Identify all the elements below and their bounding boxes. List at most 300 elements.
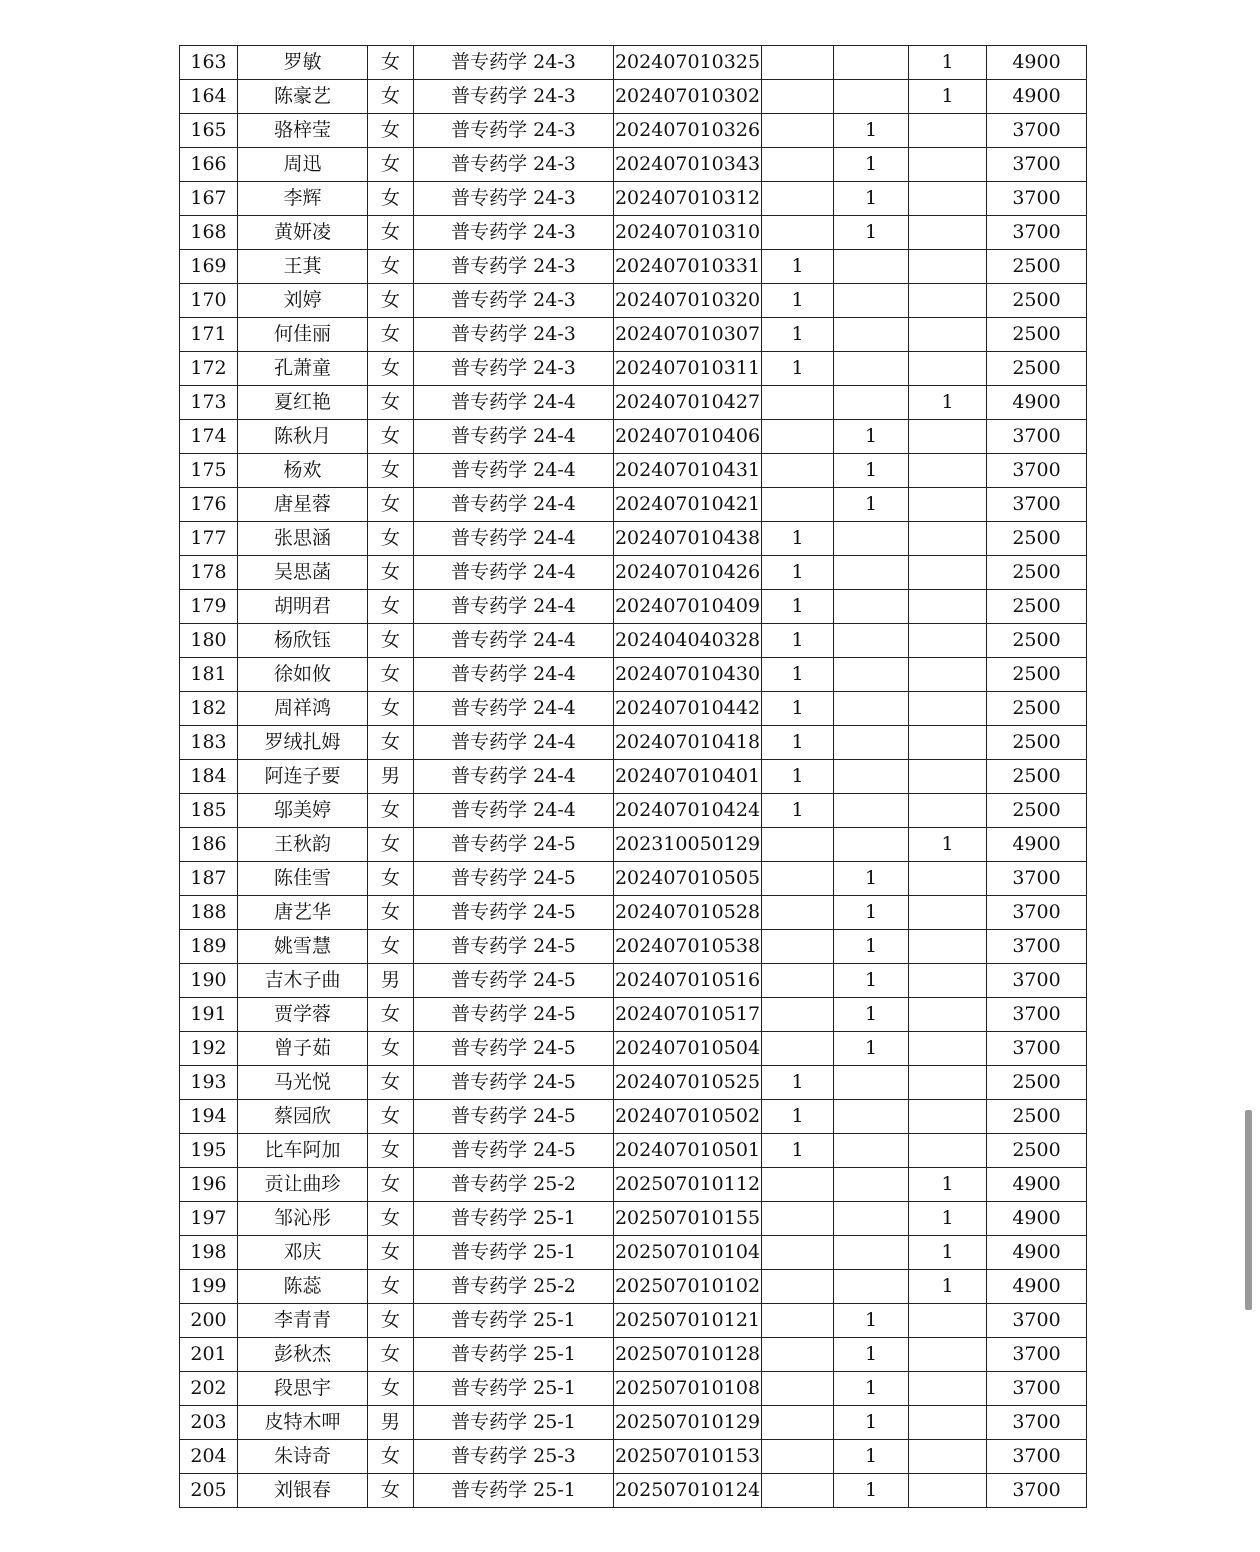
cell-number: 192 bbox=[180, 1032, 238, 1066]
cell-name: 马光悦 bbox=[238, 1066, 368, 1100]
cell-class: 普专药学 24-4 bbox=[414, 488, 614, 522]
cell-number: 171 bbox=[180, 318, 238, 352]
cell-class: 普专药学 24-4 bbox=[414, 794, 614, 828]
scrollbar[interactable] bbox=[1245, 1110, 1252, 1310]
table-row bbox=[180, 454, 1087, 488]
table-row bbox=[180, 1474, 1087, 1508]
cell-class: 普专药学 24-4 bbox=[414, 590, 614, 624]
cell-student-id: 202407010504 bbox=[614, 1032, 762, 1066]
cell-level-2: 1 bbox=[834, 896, 909, 930]
cell-gender: 女 bbox=[368, 386, 414, 420]
cell-name: 黄妍凌 bbox=[238, 216, 368, 250]
table-row bbox=[180, 148, 1087, 182]
cell-level-3 bbox=[909, 420, 987, 454]
table-row bbox=[180, 114, 1087, 148]
cell-level-3 bbox=[909, 1440, 987, 1474]
cell-student-id: 202407010310 bbox=[614, 216, 762, 250]
student-table bbox=[179, 45, 1087, 1508]
cell-class: 普专药学 25-1 bbox=[414, 1372, 614, 1406]
cell-name: 段思宇 bbox=[238, 1372, 368, 1406]
cell-student-id: 202407010516 bbox=[614, 964, 762, 998]
cell-level-3 bbox=[909, 760, 987, 794]
cell-name: 刘婷 bbox=[238, 284, 368, 318]
cell-student-id: 202407010427 bbox=[614, 386, 762, 420]
table-row bbox=[180, 1338, 1087, 1372]
cell-number: 165 bbox=[180, 114, 238, 148]
table-row bbox=[180, 896, 1087, 930]
cell-name: 皮特木呷 bbox=[238, 1406, 368, 1440]
cell-number: 205 bbox=[180, 1474, 238, 1508]
cell-amount: 3700 bbox=[987, 1474, 1087, 1508]
cell-name: 邬美婷 bbox=[238, 794, 368, 828]
cell-class: 普专药学 24-3 bbox=[414, 182, 614, 216]
cell-gender: 女 bbox=[368, 284, 414, 318]
cell-name: 罗绒扎姆 bbox=[238, 726, 368, 760]
cell-class: 普专药学 24-3 bbox=[414, 216, 614, 250]
cell-number: 200 bbox=[180, 1304, 238, 1338]
cell-class: 普专药学 25-1 bbox=[414, 1474, 614, 1508]
cell-amount: 3700 bbox=[987, 998, 1087, 1032]
table-row bbox=[180, 284, 1087, 318]
cell-number: 168 bbox=[180, 216, 238, 250]
cell-level-1 bbox=[762, 1474, 834, 1508]
table-row bbox=[180, 658, 1087, 692]
cell-level-1: 1 bbox=[762, 556, 834, 590]
cell-amount: 3700 bbox=[987, 964, 1087, 998]
cell-name: 蔡园欣 bbox=[238, 1100, 368, 1134]
cell-number: 175 bbox=[180, 454, 238, 488]
cell-student-id: 202507010124 bbox=[614, 1474, 762, 1508]
cell-name: 陈佳雪 bbox=[238, 862, 368, 896]
cell-name: 王秋韵 bbox=[238, 828, 368, 862]
cell-number: 191 bbox=[180, 998, 238, 1032]
cell-class: 普专药学 24-4 bbox=[414, 692, 614, 726]
cell-amount: 3700 bbox=[987, 488, 1087, 522]
cell-level-2 bbox=[834, 828, 909, 862]
cell-level-2 bbox=[834, 692, 909, 726]
cell-level-3 bbox=[909, 1134, 987, 1168]
cell-level-2: 1 bbox=[834, 454, 909, 488]
cell-student-id: 202507010102 bbox=[614, 1270, 762, 1304]
cell-level-3: 1 bbox=[909, 1270, 987, 1304]
table-row bbox=[180, 250, 1087, 284]
cell-level-3: 1 bbox=[909, 46, 987, 80]
cell-number: 201 bbox=[180, 1338, 238, 1372]
cell-student-id: 202407010442 bbox=[614, 692, 762, 726]
cell-level-2 bbox=[834, 1134, 909, 1168]
cell-class: 普专药学 25-3 bbox=[414, 1440, 614, 1474]
cell-class: 普专药学 25-1 bbox=[414, 1304, 614, 1338]
cell-level-3 bbox=[909, 726, 987, 760]
cell-level-2 bbox=[834, 522, 909, 556]
cell-level-2: 1 bbox=[834, 182, 909, 216]
cell-class: 普专药学 24-4 bbox=[414, 454, 614, 488]
table-row bbox=[180, 46, 1087, 80]
cell-number: 194 bbox=[180, 1100, 238, 1134]
cell-name: 彭秋杰 bbox=[238, 1338, 368, 1372]
cell-name: 贾学蓉 bbox=[238, 998, 368, 1032]
cell-level-2: 1 bbox=[834, 1406, 909, 1440]
cell-level-2: 1 bbox=[834, 216, 909, 250]
cell-student-id: 202407010424 bbox=[614, 794, 762, 828]
cell-student-id: 202407010409 bbox=[614, 590, 762, 624]
cell-class: 普专药学 24-4 bbox=[414, 522, 614, 556]
cell-number: 187 bbox=[180, 862, 238, 896]
cell-number: 199 bbox=[180, 1270, 238, 1304]
cell-gender: 女 bbox=[368, 454, 414, 488]
cell-student-id: 202407010538 bbox=[614, 930, 762, 964]
cell-student-id: 202507010104 bbox=[614, 1236, 762, 1270]
cell-name: 比车阿加 bbox=[238, 1134, 368, 1168]
table-row bbox=[180, 1100, 1087, 1134]
cell-amount: 4900 bbox=[987, 1202, 1087, 1236]
cell-gender: 女 bbox=[368, 1032, 414, 1066]
cell-amount: 4900 bbox=[987, 386, 1087, 420]
cell-level-2 bbox=[834, 1236, 909, 1270]
cell-number: 181 bbox=[180, 658, 238, 692]
cell-level-1: 1 bbox=[762, 1134, 834, 1168]
cell-level-3 bbox=[909, 862, 987, 896]
cell-level-1 bbox=[762, 80, 834, 114]
table-row bbox=[180, 182, 1087, 216]
cell-gender: 女 bbox=[368, 1372, 414, 1406]
cell-level-3 bbox=[909, 692, 987, 726]
cell-gender: 女 bbox=[368, 1270, 414, 1304]
cell-name: 唐星蓉 bbox=[238, 488, 368, 522]
table-body bbox=[180, 46, 1087, 1508]
cell-student-id: 202407010426 bbox=[614, 556, 762, 590]
cell-level-2: 1 bbox=[834, 1304, 909, 1338]
cell-level-1 bbox=[762, 1440, 834, 1474]
cell-name: 吉木子曲 bbox=[238, 964, 368, 998]
cell-name: 陈蕊 bbox=[238, 1270, 368, 1304]
cell-level-2 bbox=[834, 1202, 909, 1236]
cell-number: 204 bbox=[180, 1440, 238, 1474]
cell-student-id: 202407010502 bbox=[614, 1100, 762, 1134]
cell-amount: 2500 bbox=[987, 658, 1087, 692]
cell-amount: 2500 bbox=[987, 1100, 1087, 1134]
cell-level-2 bbox=[834, 726, 909, 760]
cell-number: 166 bbox=[180, 148, 238, 182]
cell-level-3: 1 bbox=[909, 1236, 987, 1270]
cell-student-id: 202407010326 bbox=[614, 114, 762, 148]
cell-gender: 男 bbox=[368, 1406, 414, 1440]
cell-level-2 bbox=[834, 1100, 909, 1134]
cell-student-id: 202507010112 bbox=[614, 1168, 762, 1202]
table-row bbox=[180, 488, 1087, 522]
cell-level-2 bbox=[834, 1270, 909, 1304]
cell-number: 184 bbox=[180, 760, 238, 794]
cell-level-2 bbox=[834, 284, 909, 318]
cell-student-id: 202507010121 bbox=[614, 1304, 762, 1338]
cell-gender: 女 bbox=[368, 658, 414, 692]
cell-class: 普专药学 24-3 bbox=[414, 250, 614, 284]
cell-level-1 bbox=[762, 1406, 834, 1440]
cell-name: 唐艺华 bbox=[238, 896, 368, 930]
cell-amount: 3700 bbox=[987, 420, 1087, 454]
cell-name: 孔萧童 bbox=[238, 352, 368, 386]
cell-amount: 2500 bbox=[987, 522, 1087, 556]
cell-level-3 bbox=[909, 624, 987, 658]
table-row bbox=[180, 1134, 1087, 1168]
table-row bbox=[180, 862, 1087, 896]
table-row bbox=[180, 726, 1087, 760]
cell-student-id: 202507010108 bbox=[614, 1372, 762, 1406]
cell-student-id: 202407010505 bbox=[614, 862, 762, 896]
table-row bbox=[180, 352, 1087, 386]
cell-amount: 2500 bbox=[987, 692, 1087, 726]
cell-level-3 bbox=[909, 148, 987, 182]
cell-amount: 2500 bbox=[987, 250, 1087, 284]
cell-level-2: 1 bbox=[834, 930, 909, 964]
cell-number: 167 bbox=[180, 182, 238, 216]
cell-amount: 3700 bbox=[987, 216, 1087, 250]
cell-student-id: 202407010406 bbox=[614, 420, 762, 454]
cell-amount: 3700 bbox=[987, 930, 1087, 964]
cell-level-1 bbox=[762, 1338, 834, 1372]
cell-class: 普专药学 24-5 bbox=[414, 828, 614, 862]
cell-gender: 女 bbox=[368, 1168, 414, 1202]
cell-gender: 女 bbox=[368, 590, 414, 624]
table-row bbox=[180, 828, 1087, 862]
table-row bbox=[180, 1202, 1087, 1236]
cell-class: 普专药学 24-4 bbox=[414, 624, 614, 658]
cell-amount: 2500 bbox=[987, 760, 1087, 794]
cell-name: 徐如攸 bbox=[238, 658, 368, 692]
cell-amount: 4900 bbox=[987, 80, 1087, 114]
cell-level-2: 1 bbox=[834, 1032, 909, 1066]
cell-gender: 女 bbox=[368, 862, 414, 896]
cell-gender: 女 bbox=[368, 318, 414, 352]
cell-amount: 2500 bbox=[987, 726, 1087, 760]
cell-class: 普专药学 25-1 bbox=[414, 1406, 614, 1440]
cell-student-id: 202407010438 bbox=[614, 522, 762, 556]
cell-amount: 2500 bbox=[987, 624, 1087, 658]
cell-level-2: 1 bbox=[834, 862, 909, 896]
cell-level-2 bbox=[834, 46, 909, 80]
cell-level-2 bbox=[834, 80, 909, 114]
cell-gender: 女 bbox=[368, 114, 414, 148]
cell-name: 朱诗奇 bbox=[238, 1440, 368, 1474]
cell-level-3 bbox=[909, 556, 987, 590]
cell-number: 185 bbox=[180, 794, 238, 828]
table-row bbox=[180, 998, 1087, 1032]
cell-number: 202 bbox=[180, 1372, 238, 1406]
cell-gender: 女 bbox=[368, 182, 414, 216]
cell-level-1: 1 bbox=[762, 1066, 834, 1100]
cell-level-1: 1 bbox=[762, 624, 834, 658]
cell-level-3 bbox=[909, 998, 987, 1032]
cell-name: 杨欢 bbox=[238, 454, 368, 488]
cell-name: 罗敏 bbox=[238, 46, 368, 80]
cell-name: 周祥鸿 bbox=[238, 692, 368, 726]
cell-level-2 bbox=[834, 590, 909, 624]
cell-number: 169 bbox=[180, 250, 238, 284]
cell-number: 174 bbox=[180, 420, 238, 454]
cell-level-2: 1 bbox=[834, 1440, 909, 1474]
cell-gender: 女 bbox=[368, 352, 414, 386]
cell-level-1: 1 bbox=[762, 590, 834, 624]
cell-student-id: 202407010431 bbox=[614, 454, 762, 488]
cell-level-3 bbox=[909, 590, 987, 624]
cell-level-3 bbox=[909, 658, 987, 692]
cell-name: 阿连子要 bbox=[238, 760, 368, 794]
cell-level-2 bbox=[834, 318, 909, 352]
table-row bbox=[180, 692, 1087, 726]
cell-name: 周迅 bbox=[238, 148, 368, 182]
cell-student-id: 202407010528 bbox=[614, 896, 762, 930]
cell-number: 172 bbox=[180, 352, 238, 386]
table-row bbox=[180, 216, 1087, 250]
cell-amount: 3700 bbox=[987, 1338, 1087, 1372]
cell-level-1 bbox=[762, 1032, 834, 1066]
cell-gender: 女 bbox=[368, 624, 414, 658]
table-row bbox=[180, 1304, 1087, 1338]
cell-level-1: 1 bbox=[762, 1100, 834, 1134]
cell-student-id: 202407010331 bbox=[614, 250, 762, 284]
cell-amount: 2500 bbox=[987, 1066, 1087, 1100]
cell-class: 普专药学 24-4 bbox=[414, 420, 614, 454]
cell-level-1: 1 bbox=[762, 658, 834, 692]
cell-student-id: 202407010312 bbox=[614, 182, 762, 216]
cell-level-1 bbox=[762, 1372, 834, 1406]
cell-amount: 3700 bbox=[987, 896, 1087, 930]
cell-level-3 bbox=[909, 1406, 987, 1440]
cell-name: 张思涵 bbox=[238, 522, 368, 556]
cell-class: 普专药学 25-2 bbox=[414, 1168, 614, 1202]
cell-student-id: 202407010320 bbox=[614, 284, 762, 318]
cell-class: 普专药学 24-4 bbox=[414, 726, 614, 760]
cell-level-3: 1 bbox=[909, 1168, 987, 1202]
cell-level-3 bbox=[909, 794, 987, 828]
cell-level-3 bbox=[909, 1338, 987, 1372]
cell-number: 196 bbox=[180, 1168, 238, 1202]
cell-number: 178 bbox=[180, 556, 238, 590]
cell-name: 曾子茹 bbox=[238, 1032, 368, 1066]
cell-level-3 bbox=[909, 318, 987, 352]
cell-gender: 女 bbox=[368, 1202, 414, 1236]
cell-level-3 bbox=[909, 522, 987, 556]
cell-class: 普专药学 25-1 bbox=[414, 1338, 614, 1372]
cell-level-1: 1 bbox=[762, 250, 834, 284]
cell-student-id: 202407010325 bbox=[614, 46, 762, 80]
cell-gender: 女 bbox=[368, 1236, 414, 1270]
cell-level-2: 1 bbox=[834, 148, 909, 182]
cell-level-1 bbox=[762, 216, 834, 250]
cell-class: 普专药学 24-4 bbox=[414, 556, 614, 590]
cell-level-3 bbox=[909, 182, 987, 216]
cell-class: 普专药学 24-5 bbox=[414, 964, 614, 998]
cell-gender: 女 bbox=[368, 692, 414, 726]
cell-class: 普专药学 24-3 bbox=[414, 284, 614, 318]
table-row bbox=[180, 590, 1087, 624]
cell-student-id: 202507010129 bbox=[614, 1406, 762, 1440]
cell-gender: 女 bbox=[368, 1440, 414, 1474]
cell-class: 普专药学 24-5 bbox=[414, 896, 614, 930]
cell-amount: 3700 bbox=[987, 1372, 1087, 1406]
cell-amount: 2500 bbox=[987, 352, 1087, 386]
cell-gender: 女 bbox=[368, 488, 414, 522]
cell-number: 193 bbox=[180, 1066, 238, 1100]
cell-gender: 女 bbox=[368, 1474, 414, 1508]
table-row bbox=[180, 1032, 1087, 1066]
cell-name: 陈秋月 bbox=[238, 420, 368, 454]
table-row bbox=[180, 930, 1087, 964]
cell-level-1 bbox=[762, 964, 834, 998]
cell-number: 190 bbox=[180, 964, 238, 998]
cell-gender: 女 bbox=[368, 1134, 414, 1168]
cell-level-1: 1 bbox=[762, 284, 834, 318]
cell-level-3 bbox=[909, 1304, 987, 1338]
cell-number: 177 bbox=[180, 522, 238, 556]
cell-student-id: 202407010418 bbox=[614, 726, 762, 760]
cell-level-2: 1 bbox=[834, 964, 909, 998]
cell-level-1 bbox=[762, 420, 834, 454]
cell-gender: 女 bbox=[368, 148, 414, 182]
cell-student-id: 202407010517 bbox=[614, 998, 762, 1032]
cell-level-3 bbox=[909, 930, 987, 964]
cell-name: 邹沁彤 bbox=[238, 1202, 368, 1236]
cell-class: 普专药学 24-3 bbox=[414, 352, 614, 386]
cell-level-1 bbox=[762, 862, 834, 896]
cell-number: 179 bbox=[180, 590, 238, 624]
cell-name: 姚雪慧 bbox=[238, 930, 368, 964]
cell-gender: 女 bbox=[368, 46, 414, 80]
table-row bbox=[180, 420, 1087, 454]
cell-level-2: 1 bbox=[834, 488, 909, 522]
cell-level-1: 1 bbox=[762, 794, 834, 828]
cell-name: 夏红艳 bbox=[238, 386, 368, 420]
cell-level-2: 1 bbox=[834, 420, 909, 454]
cell-gender: 女 bbox=[368, 794, 414, 828]
cell-class: 普专药学 24-4 bbox=[414, 386, 614, 420]
cell-amount: 2500 bbox=[987, 318, 1087, 352]
cell-name: 陈豪艺 bbox=[238, 80, 368, 114]
cell-gender: 女 bbox=[368, 930, 414, 964]
cell-student-id: 202404040328 bbox=[614, 624, 762, 658]
cell-number: 186 bbox=[180, 828, 238, 862]
cell-level-1: 1 bbox=[762, 726, 834, 760]
cell-gender: 女 bbox=[368, 998, 414, 1032]
cell-level-1 bbox=[762, 488, 834, 522]
table-row bbox=[180, 1236, 1087, 1270]
cell-class: 普专药学 24-5 bbox=[414, 862, 614, 896]
cell-gender: 女 bbox=[368, 216, 414, 250]
cell-student-id: 202407010525 bbox=[614, 1066, 762, 1100]
cell-level-1 bbox=[762, 998, 834, 1032]
cell-amount: 2500 bbox=[987, 794, 1087, 828]
cell-level-3 bbox=[909, 250, 987, 284]
cell-gender: 女 bbox=[368, 896, 414, 930]
cell-amount: 2500 bbox=[987, 590, 1087, 624]
cell-level-1 bbox=[762, 930, 834, 964]
cell-number: 182 bbox=[180, 692, 238, 726]
cell-level-3: 1 bbox=[909, 386, 987, 420]
cell-gender: 女 bbox=[368, 80, 414, 114]
cell-level-1 bbox=[762, 182, 834, 216]
cell-class: 普专药学 24-3 bbox=[414, 114, 614, 148]
cell-level-3 bbox=[909, 964, 987, 998]
cell-amount: 4900 bbox=[987, 828, 1087, 862]
cell-level-3: 1 bbox=[909, 828, 987, 862]
cell-level-3 bbox=[909, 114, 987, 148]
cell-name: 贡让曲珍 bbox=[238, 1168, 368, 1202]
cell-level-3 bbox=[909, 1066, 987, 1100]
table-row bbox=[180, 556, 1087, 590]
cell-student-id: 202407010307 bbox=[614, 318, 762, 352]
cell-class: 普专药学 25-1 bbox=[414, 1202, 614, 1236]
table-row bbox=[180, 522, 1087, 556]
